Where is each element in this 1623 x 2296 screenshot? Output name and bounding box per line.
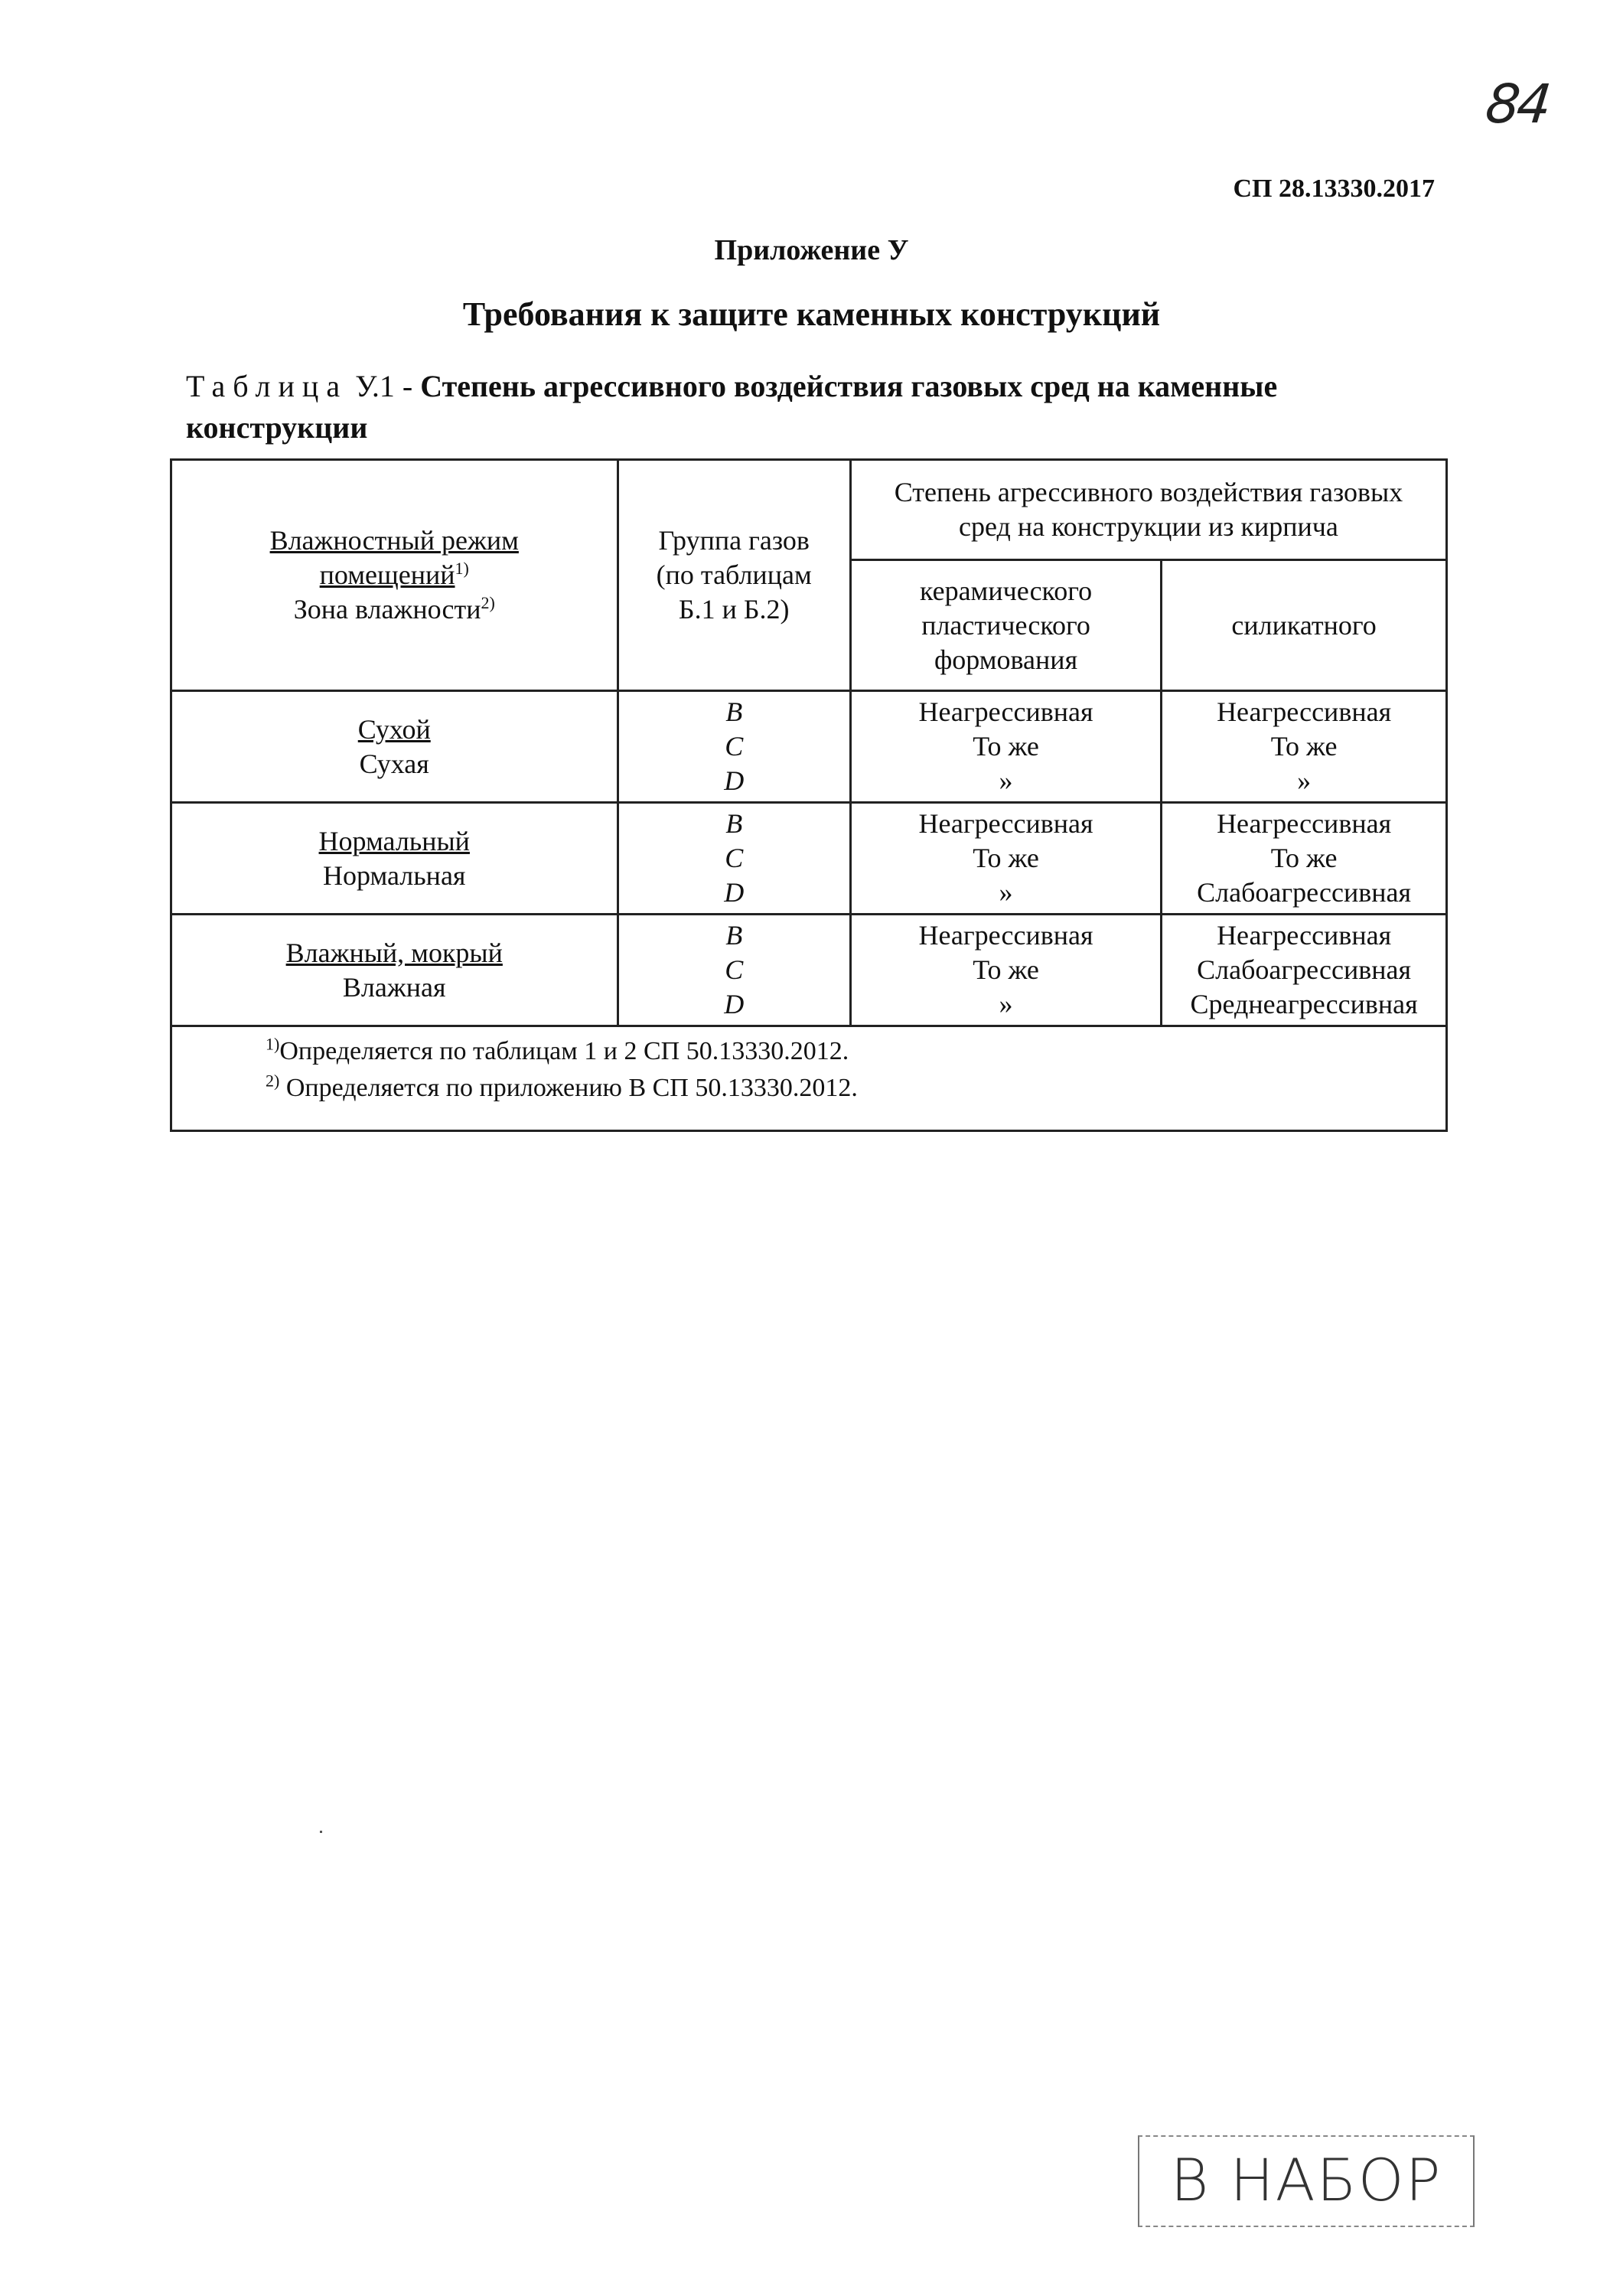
gas-group: B	[725, 696, 743, 727]
silicate-value: Слабоагрессивная	[1197, 877, 1412, 908]
table-caption	[186, 366, 1426, 448]
silicate-value: То же	[1270, 731, 1338, 762]
silicate-cell	[1162, 915, 1447, 1026]
header-aggressiveness-group	[850, 460, 1446, 560]
zone-name: Влажная	[342, 971, 446, 1003]
regime-cell	[171, 915, 618, 1026]
ceramic-value: »	[999, 989, 1013, 1019]
appendix-title: Требования к защите каменных конструкций	[462, 295, 1161, 333]
scan-speck	[320, 1831, 322, 1833]
footnote-2-mark: 2)	[266, 1071, 280, 1091]
header-zone: Зона влажности	[293, 594, 481, 625]
gas-cell	[618, 803, 850, 915]
gas-group: C	[725, 731, 744, 762]
gas-cell	[618, 691, 850, 803]
silicate-value: То же	[1270, 843, 1338, 873]
silicate-value: Неагрессивная	[1217, 920, 1392, 951]
ceramic-cell	[850, 915, 1161, 1026]
footnote-mark-1: 1)	[455, 559, 469, 578]
regime-name: Нормальный	[318, 825, 470, 856]
header-ceramic-line1: керамического	[920, 575, 1093, 606]
stamp-text: В НАБОР	[1170, 2146, 1442, 2214]
header-silicate-label: силикатного	[1231, 609, 1377, 641]
header-silicate	[1162, 560, 1447, 691]
header-ceramic	[850, 560, 1161, 691]
silicate-cell	[1162, 691, 1447, 803]
table-row	[171, 915, 1447, 1026]
gas-group: D	[724, 989, 745, 1019]
ceramic-cell	[850, 803, 1161, 915]
table-footnotes-row	[171, 1026, 1447, 1131]
caption-text: Степень агрессивного воздействия газовых сред на каменные конструкции	[186, 369, 1278, 445]
silicate-value: Неагрессивная	[1217, 696, 1392, 727]
ceramic-value: То же	[973, 843, 1039, 873]
footnote-2-text: Определяется по приложению В СП 50.13330.2012.	[285, 1074, 858, 1102]
gas-group: D	[724, 877, 745, 908]
ceramic-value: Неагрессивная	[918, 808, 1093, 839]
regime-cell	[171, 691, 618, 803]
header-ceramic-line2: пластического	[921, 609, 1090, 641]
handwritten-page-number: 84	[1482, 73, 1552, 135]
ceramic-value: Неагрессивная	[918, 920, 1093, 951]
footnotes-cell	[171, 1026, 1447, 1131]
appendix-label: Приложение У	[714, 234, 909, 266]
silicate-value: Слабоагрессивная	[1197, 954, 1412, 985]
header-ceramic-line3: формования	[934, 644, 1078, 675]
silicate-value: Неагрессивная	[1217, 808, 1392, 839]
footnote-mark-2: 2)	[481, 593, 495, 612]
header-gas-line1: Группа газов	[658, 525, 810, 556]
document-code: СП 28.13330.2017	[1233, 174, 1435, 203]
header-gas-group	[618, 460, 850, 691]
regime-name: Сухой	[357, 713, 431, 745]
silicate-value: Среднеагрессивная	[1190, 989, 1418, 1019]
footnote-1	[266, 1033, 1445, 1070]
gas-cell	[618, 915, 850, 1026]
stamp	[1138, 2135, 1475, 2227]
header-group-line1: Степень агрессивного воздействия газовых	[894, 477, 1403, 507]
caption-prefix: Таблица	[186, 369, 348, 403]
regime-cell	[171, 803, 618, 915]
silicate-cell	[1162, 803, 1447, 915]
ceramic-value: »	[999, 765, 1013, 796]
silicate-value: »	[1297, 765, 1312, 796]
header-group-line2: сред на конструкции из кирпича	[959, 511, 1338, 542]
ceramic-value: »	[999, 877, 1013, 908]
gas-group: C	[725, 843, 744, 873]
gas-group: B	[725, 920, 743, 951]
ceramic-cell	[850, 691, 1161, 803]
table-header-row	[171, 460, 1447, 560]
ceramic-value: Неагрессивная	[918, 696, 1093, 727]
aggressiveness-table	[170, 458, 1448, 1132]
table-row	[171, 691, 1447, 803]
gas-group: C	[725, 954, 744, 985]
footnote-1-text: Определяется по таблицам 1 и 2 СП 50.13330.2012.	[279, 1037, 849, 1065]
footnote-1-mark: 1)	[266, 1034, 280, 1054]
header-gas-line2: (по таблицам	[656, 559, 812, 590]
zone-name: Сухая	[359, 748, 429, 779]
header-humidity-regime	[171, 460, 618, 691]
ceramic-value: То же	[973, 954, 1039, 985]
zone-name: Нормальная	[323, 859, 466, 891]
header-gas-line3: Б.1 и Б.2)	[678, 594, 790, 625]
footnote-2	[266, 1070, 1445, 1107]
header-regime-line2: помещений	[319, 559, 455, 590]
gas-group: B	[725, 808, 743, 839]
gas-group: D	[724, 765, 745, 796]
header-regime-line1: Влажностный режим	[269, 525, 519, 556]
regime-name: Влажный, мокрый	[285, 937, 503, 968]
caption-number: У.1 -	[355, 369, 413, 403]
ceramic-value: То же	[973, 731, 1039, 762]
table-row	[171, 803, 1447, 915]
